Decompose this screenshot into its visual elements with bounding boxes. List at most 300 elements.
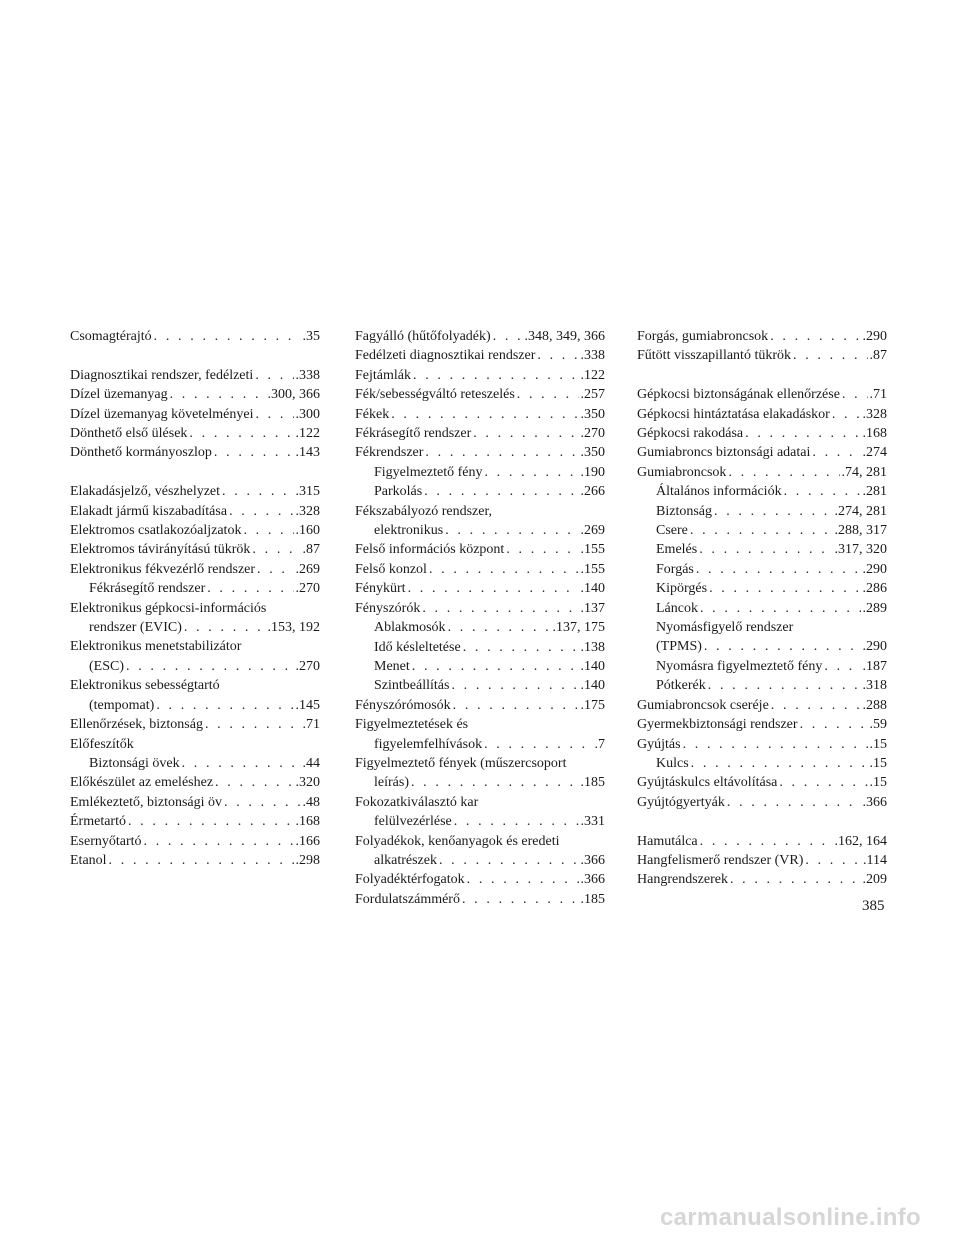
- dot-leader: [445, 521, 578, 540]
- index-entry: [355, 540, 605, 559]
- index-entry: [70, 579, 320, 598]
- index-term: Fokozatkiválasztó kar: [355, 794, 479, 810]
- index-term: Érmetartó: [70, 814, 126, 830]
- index-entry: [70, 366, 320, 385]
- index-term: Elektronikus menetstabilizátor: [70, 639, 242, 655]
- index-page-ref: .338: [580, 348, 605, 364]
- index-page-ref: .140: [580, 658, 605, 674]
- index-page-ref: .48: [302, 794, 320, 810]
- index-entry: [70, 599, 320, 618]
- index-term: Kipörgés: [656, 581, 708, 597]
- index-entry: [355, 424, 605, 443]
- index-page-ref: .270: [295, 581, 320, 597]
- dot-leader: [691, 754, 868, 773]
- index-entry: [70, 521, 320, 540]
- index-term: Gépkocsi biztonságának ellenőrzése: [637, 387, 840, 403]
- dot-leader: [391, 405, 578, 424]
- index-page-ref: .153, 192: [267, 620, 320, 636]
- index-term: Diagnosztikai rendszer, fedélzeti: [70, 367, 254, 383]
- index-entry: [70, 502, 320, 521]
- index-page-ref: .137: [580, 600, 605, 616]
- dot-leader: [484, 735, 592, 754]
- index-term: Nyomásfigyelő rendszer: [656, 620, 794, 636]
- index-term: Kulcs: [656, 755, 689, 771]
- dot-leader: [800, 715, 868, 734]
- dot-leader: [454, 812, 579, 831]
- index-page-ref: .185: [580, 775, 605, 791]
- index-entry: [355, 327, 605, 346]
- index-page-ref: .318: [862, 678, 887, 694]
- index-entry: [70, 851, 320, 870]
- dot-leader: [493, 327, 523, 346]
- index-entry: [637, 870, 887, 889]
- index-page-ref: .145: [295, 697, 320, 713]
- index-term: Elakadt jármű kiszabadítása: [70, 503, 228, 519]
- index-entry: [637, 502, 887, 521]
- index-page-ref: .140: [580, 678, 605, 694]
- index-term: Elektromos távirányítású tükrök: [70, 542, 251, 558]
- dot-leader: [727, 793, 861, 812]
- index-page-ref: .155: [580, 561, 605, 577]
- index-term: Hangrendszerek: [637, 872, 728, 888]
- index-term: Gépkocsi rakodása: [637, 426, 744, 442]
- index-entry: [637, 773, 887, 792]
- index-entry: [637, 327, 887, 346]
- index-entry: [355, 482, 605, 501]
- index-term: Biztonság: [656, 503, 712, 519]
- index-entry: [70, 482, 320, 501]
- index-term: elektronikus: [374, 523, 444, 539]
- index-page-ref: .290: [862, 329, 887, 344]
- index-entry: [355, 735, 605, 754]
- dot-leader: [448, 618, 551, 637]
- dot-leader: [714, 502, 833, 521]
- index-term: Fénykürt: [355, 581, 406, 597]
- index-term: Gumiabroncsok cseréje: [637, 697, 769, 713]
- index-term: Menet: [374, 658, 410, 674]
- index-page-ref: .15: [869, 775, 887, 791]
- index-entry: [355, 405, 605, 424]
- index-page-ref: .289: [862, 600, 887, 616]
- dot-leader: [257, 560, 293, 579]
- index-entry: [355, 366, 605, 385]
- index-term: Gumiabroncs biztonsági adatai: [637, 445, 811, 461]
- dot-leader: [771, 696, 861, 715]
- index-term: Gyújtás: [637, 736, 681, 752]
- index-page-ref: .270: [580, 426, 605, 442]
- index-page-ref: .328: [295, 503, 320, 519]
- index-entry: [637, 618, 887, 637]
- index-entry: [637, 560, 887, 579]
- dot-leader: [699, 540, 832, 559]
- index-page-ref: .350: [580, 445, 605, 461]
- dot-leader: [252, 540, 300, 559]
- index-page-ref: .166: [295, 833, 320, 849]
- dot-leader: [467, 870, 579, 889]
- index-term: Előkészület az emeléshez: [70, 775, 214, 791]
- index-term: Csomagtérajtó: [70, 329, 152, 344]
- index-page-ref: .114: [863, 852, 887, 868]
- dot-leader: [683, 735, 868, 754]
- index-term: Emelés: [656, 542, 698, 558]
- index-page-ref: .140: [580, 581, 605, 597]
- index-page-ref: .138: [580, 639, 605, 655]
- index-term: Fűtött visszapillantó tükrök: [637, 348, 791, 364]
- dot-leader: [473, 424, 578, 443]
- index-term: Fékszabályozó rendszer,: [355, 503, 493, 519]
- index-term: Parkolás: [374, 484, 423, 500]
- index-page-ref: .87: [302, 542, 320, 558]
- index-term: Biztonsági övek: [89, 755, 180, 771]
- index-term: Figyelmeztető fény: [374, 464, 483, 480]
- dot-leader: [842, 385, 868, 404]
- index-page-ref: .122: [580, 367, 605, 383]
- index-entry: [70, 676, 320, 695]
- index-entry: [70, 657, 320, 676]
- dot-leader: [700, 599, 861, 618]
- index-entry: [355, 676, 605, 695]
- dot-leader: [690, 521, 833, 540]
- dot-leader: [462, 890, 579, 909]
- index-page-ref: .187: [862, 658, 887, 674]
- index-page-ref: .366: [862, 794, 887, 810]
- index-page-ref: .15: [869, 755, 887, 771]
- index-entry: [70, 618, 320, 637]
- index-page-ref: .300: [295, 406, 320, 422]
- index-term: Fékek: [355, 406, 390, 422]
- index-column-3: [637, 327, 887, 890]
- dot-leader: [144, 832, 294, 851]
- index-term: Csere: [656, 523, 688, 539]
- index-term: Elektronikus sebességtartó: [70, 678, 220, 694]
- dot-leader: [182, 754, 301, 773]
- index-page-ref: .155: [580, 542, 605, 558]
- index-page-ref: .288, 317: [834, 523, 887, 539]
- dot-leader: [506, 540, 578, 559]
- index-entry: [70, 385, 320, 404]
- index-term: Gyermekbiztonsági rendszer: [637, 717, 798, 733]
- index-entry: [70, 443, 320, 462]
- index-page-ref: .44: [302, 755, 320, 771]
- dot-leader: [243, 521, 293, 540]
- index-entry: [355, 443, 605, 462]
- index-page-ref: .274: [862, 445, 887, 461]
- dot-leader: [255, 405, 293, 424]
- dot-leader: [128, 812, 294, 831]
- index-term: Szintbeállítás: [374, 678, 450, 694]
- index-entry: [637, 851, 887, 870]
- index-entry: [355, 521, 605, 540]
- index-page-ref: .190: [580, 464, 605, 480]
- index-entry: [637, 482, 887, 501]
- index-entry: [637, 424, 887, 443]
- index-term: rendszer (EVIC): [89, 620, 182, 636]
- index-page-ref: .290: [862, 561, 887, 577]
- index-term: Hangfelismerő rendszer (VR): [637, 852, 804, 868]
- index-page-ref: .366: [580, 872, 605, 888]
- dot-leader: [224, 793, 300, 812]
- index-entry: [637, 657, 887, 676]
- index-entry: [70, 832, 320, 851]
- dot-leader: [207, 579, 293, 598]
- index-page-ref: .266: [580, 484, 605, 500]
- index-column-1: [70, 327, 320, 870]
- index-term: Ablakmosók: [374, 620, 446, 636]
- index-entry: [355, 579, 605, 598]
- index-entry: [637, 346, 887, 365]
- index-term: figyelemfelhívások: [374, 736, 483, 752]
- index-entry: [70, 637, 320, 656]
- index-entry: [637, 637, 887, 656]
- dot-leader: [229, 502, 293, 521]
- index-term: Fékrásegítő rendszer: [89, 581, 206, 597]
- index-entry: [355, 754, 605, 773]
- index-page-ref: .71: [869, 387, 887, 403]
- index-entry: [355, 385, 605, 404]
- index-entry: [355, 715, 605, 734]
- index-page-ref: .315: [295, 484, 320, 500]
- index-entry: [637, 715, 887, 734]
- index-term: Dönthető első ülések: [70, 426, 188, 442]
- index-page-ref: .137, 175: [552, 620, 605, 636]
- index-entry: [355, 832, 605, 851]
- dot-leader: [411, 773, 579, 792]
- dot-leader: [805, 851, 861, 870]
- index-entry: [70, 812, 320, 831]
- index-page-ref: .269: [295, 561, 320, 577]
- watermark: carmanualsonline.info: [660, 1204, 922, 1231]
- index-page-ref: .175: [580, 697, 605, 713]
- dot-leader: [453, 696, 579, 715]
- index-entry: [637, 599, 887, 618]
- index-entry: [637, 735, 887, 754]
- index-entry: [637, 793, 887, 812]
- dot-leader: [793, 346, 868, 365]
- dot-leader: [812, 443, 860, 462]
- index-term: Forgás: [656, 561, 694, 577]
- dot-leader: [832, 405, 861, 424]
- dot-leader: [222, 482, 293, 501]
- index-entry: [355, 346, 605, 365]
- index-entry: [637, 521, 887, 540]
- dot-leader: [214, 443, 294, 462]
- index-page-ref: .348, 349, 366: [524, 329, 605, 344]
- index-term: alkatrészek: [374, 852, 437, 868]
- index-term: Hamutálca: [637, 833, 698, 849]
- index-page-ref: .185: [580, 891, 605, 907]
- dot-leader: [189, 424, 293, 443]
- index-entry: [70, 560, 320, 579]
- index-page-ref: .168: [295, 814, 320, 830]
- dot-leader: [109, 851, 294, 870]
- index-entry: [637, 540, 887, 559]
- index-entry: [355, 618, 605, 637]
- index-term: Folyadékok, kenőanyagok és eredeti: [355, 833, 560, 849]
- index-term: Fejtámlák: [355, 367, 411, 383]
- index-entry: [355, 773, 605, 792]
- index-term: Elakadásjelző, vészhelyzet: [70, 484, 221, 500]
- index-entry: [355, 890, 605, 909]
- dot-leader: [709, 579, 860, 598]
- index-page-ref: .274, 281: [834, 503, 887, 519]
- index-term: Felső információs központ: [355, 542, 505, 558]
- dot-leader: [824, 657, 860, 676]
- index-page-ref: .298: [295, 852, 320, 868]
- index-entry: [355, 812, 605, 831]
- index-page-ref: .281: [862, 484, 887, 500]
- dot-leader: [154, 327, 301, 346]
- dot-leader: [429, 560, 579, 579]
- index-term: Pótkerék: [656, 678, 706, 694]
- index-term: Fényszórómosók: [355, 697, 451, 713]
- dot-leader: [779, 773, 867, 792]
- index-page-ref: .338: [295, 367, 320, 383]
- index-term: Elektronikus fékvezérlő rendszer: [70, 561, 256, 577]
- index-term: Felső konzol: [355, 561, 427, 577]
- index-term: Fék/sebességváltó reteszelés: [355, 387, 515, 403]
- index-entry: [637, 676, 887, 695]
- dot-leader: [696, 560, 861, 579]
- index-page-ref: .288: [862, 697, 887, 713]
- index-term: Nyomásra figyelmeztető fény: [656, 658, 823, 674]
- index-page-ref: .122: [295, 426, 320, 442]
- index-entry: [355, 696, 605, 715]
- index-term: Gyújtógyertyák: [637, 794, 725, 810]
- dot-leader: [708, 676, 861, 695]
- index-entry: [355, 851, 605, 870]
- dot-leader: [413, 366, 579, 385]
- index-page-ref: .168: [862, 426, 887, 442]
- index-term: Láncok: [656, 600, 698, 616]
- dot-leader: [463, 638, 579, 657]
- dot-leader: [784, 482, 861, 501]
- index-entry: [355, 599, 605, 618]
- index-term: Etanol: [70, 852, 107, 868]
- index-term: Idő késleltetése: [374, 639, 461, 655]
- index-page-ref: .331: [580, 814, 605, 830]
- index-entry: [70, 754, 320, 773]
- index-page-ref: .71: [302, 717, 320, 733]
- index-entry: [637, 405, 887, 424]
- index-page-ref: .300, 366: [267, 387, 320, 403]
- index-entry: [70, 715, 320, 734]
- index-page-ref: .59: [869, 717, 887, 733]
- index-term: Fékrendszer: [355, 445, 424, 461]
- dot-leader: [484, 463, 578, 482]
- dot-leader: [424, 482, 578, 501]
- index-term: felülvezérlése: [374, 814, 452, 830]
- index-page-ref: .162, 164: [834, 833, 887, 849]
- index-page-ref: .320: [295, 775, 320, 791]
- dot-leader: [728, 463, 839, 482]
- index-term: Fagyálló (hűtőfolyadék): [355, 329, 491, 344]
- index-page-ref: .269: [580, 523, 605, 539]
- index-page-ref: .87: [869, 348, 887, 364]
- index-entry: [637, 463, 887, 482]
- index-entry: [355, 793, 605, 812]
- index-entry: [70, 793, 320, 812]
- index-term: Elektronikus gépkocsi-információs: [70, 600, 267, 616]
- page-number: 385: [862, 898, 885, 914]
- dot-leader: [439, 851, 579, 870]
- index-column-2: [355, 327, 605, 909]
- index-term: Fékrásegítő rendszer: [355, 426, 472, 442]
- index-entry: [355, 657, 605, 676]
- index-term: Gyújtáskulcs eltávolítása: [637, 775, 778, 791]
- dot-leader: [700, 832, 833, 851]
- dot-leader: [425, 443, 578, 462]
- index-term: Forgás, gumiabroncsok: [637, 329, 769, 344]
- index-entry: [70, 327, 320, 346]
- index-term: Dízel üzemanyag: [70, 387, 168, 403]
- dot-leader: [184, 618, 266, 637]
- index-term: Fordulatszámmérő: [355, 891, 460, 907]
- index-page-ref: .257: [580, 387, 605, 403]
- index-entry: [355, 870, 605, 889]
- dot-leader: [745, 424, 860, 443]
- index-term: (tempomat): [89, 697, 155, 713]
- index-entry: [637, 579, 887, 598]
- index-term: Figyelmeztetések és: [355, 717, 469, 733]
- index-term: Gumiabroncsok: [637, 464, 727, 480]
- index-entry: [70, 405, 320, 424]
- index-entry: [637, 832, 887, 851]
- index-term: (ESC): [89, 658, 124, 674]
- index-term: Emlékeztető, biztonsági öv: [70, 794, 223, 810]
- index-page-ref: .160: [295, 523, 320, 539]
- index-term: Általános információk: [656, 484, 782, 500]
- index-term: Figyelmeztető fények (műszercsoport: [355, 755, 567, 771]
- index-page-ref: .350: [580, 406, 605, 422]
- index-term: Fényszórók: [355, 600, 421, 616]
- dot-leader: [451, 676, 578, 695]
- index-entry: [637, 385, 887, 404]
- index-page-ref: .317, 320: [834, 542, 887, 558]
- index-term: Esernyőtartó: [70, 833, 142, 849]
- index-term: Fedélzeti diagnosztikai rendszer: [355, 348, 536, 364]
- index-page-ref: .15: [869, 736, 887, 752]
- dot-leader: [170, 385, 266, 404]
- dot-leader: [215, 773, 293, 792]
- dot-leader: [537, 346, 578, 365]
- index-entry: [637, 443, 887, 462]
- dot-leader: [205, 715, 301, 734]
- dot-leader: [517, 385, 579, 404]
- dot-leader: [255, 366, 293, 385]
- index-entry: [355, 463, 605, 482]
- index-term: Elektromos csatlakozóaljzatok: [70, 523, 242, 539]
- index-entry: [70, 696, 320, 715]
- index-term: Gépkocsi hintáztatása elakadáskor: [637, 406, 830, 422]
- index-entry: [355, 638, 605, 657]
- index-page-ref: .366: [580, 852, 605, 868]
- dot-leader: [126, 657, 294, 676]
- index-term: Dízel üzemanyag követelményei: [70, 406, 254, 422]
- dot-leader: [704, 637, 861, 656]
- index-page-ref: .7: [594, 736, 605, 752]
- index-entry: [70, 773, 320, 792]
- index-entry: [637, 696, 887, 715]
- index-term: leírás): [374, 775, 409, 791]
- dot-leader: [408, 579, 579, 598]
- dot-leader: [422, 599, 578, 618]
- index-entry: [355, 560, 605, 579]
- index-term: Előfeszítők: [70, 736, 134, 752]
- index-entry: [637, 754, 887, 773]
- index-entry: [355, 502, 605, 521]
- index-term: Dönthető kormányoszlop: [70, 445, 212, 461]
- dot-leader: [730, 870, 861, 889]
